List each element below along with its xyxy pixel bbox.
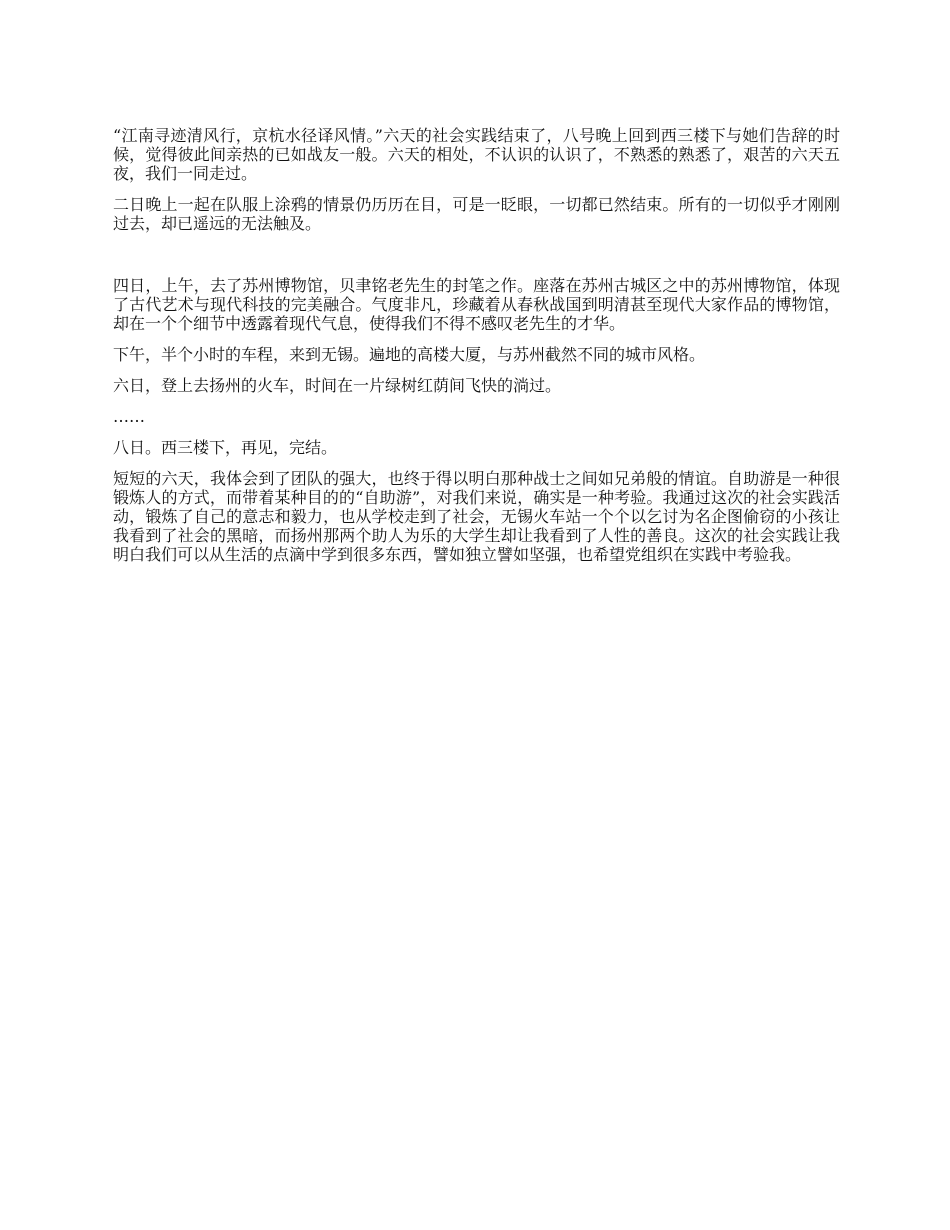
paragraph-reflection: 短短的六天，我体会到了团队的强大，也终于得以明白那种战士之间如兄弟般的情谊。自助游是一种很锻炼人的方式，而带着某种目的的“自助游”，对我们来说，确实是一种考验。我通过这次的社会实践活动，锻炼了自己的意志和毅力，也从学校走到了社会，无锡火车站一个个以乞讨为名企图偷窃的小孩让我看到了社会的黑暗，而扬州那两个助人为乐的大学生却让我看到了人性的善良。这次的社会实践让我明白我们可以从生活的点滴中学到很多东西，譬如独立譬如坚强，也希望党组织在实践中考验我。 — [113, 469, 840, 564]
paragraph-ending: 八日。西三楼下，再见，完结。 — [113, 438, 338, 457]
paragraph-yangzhou-train: 六日，登上去扬州的火车，时间在一片绿树红荫间飞快的淌过。 — [113, 376, 562, 395]
paragraph-intro: “江南寻迹清风行，京杭水径译风情。”六天的社会实践结束了，八号晚上回到西三楼下与她们告辞的时候，觉得彼此间亲热的已如战友一般。六天的相处，不认识的认识了，不熟悉的熟悉了，艰苦的六天五夜，我们一同走过。 — [113, 126, 840, 183]
paragraph-memory: 二日晚上一起在队服上涂鸦的情景仍历历在目，可是一眨眼，一切都已然结束。所有的一切似乎才刚刚过去，却已遥远的无法触及。 — [113, 195, 840, 233]
paragraph-ellipsis: …… — [113, 407, 145, 426]
paragraph-suzhou-museum: 四日，上午，去了苏州博物馆，贝聿铭老先生的封笔之作。座落在苏州古城区之中的苏州博物馆，体现了古代艺术与现代科技的完美融合。气度非凡，珍藏着从春秋战国到明清甚至现代大家作品的博物馆，却在一个个细节中透露着现代气息，使得我们不得不感叹老先生的才华。 — [113, 276, 840, 333]
paragraph-wuxi: 下午，半个小时的车程，来到无锡。遍地的高楼大厦，与苏州截然不同的城市风格。 — [113, 345, 706, 364]
paragraph-spacer — [113, 245, 840, 276]
document-body — [113, 126, 840, 576]
